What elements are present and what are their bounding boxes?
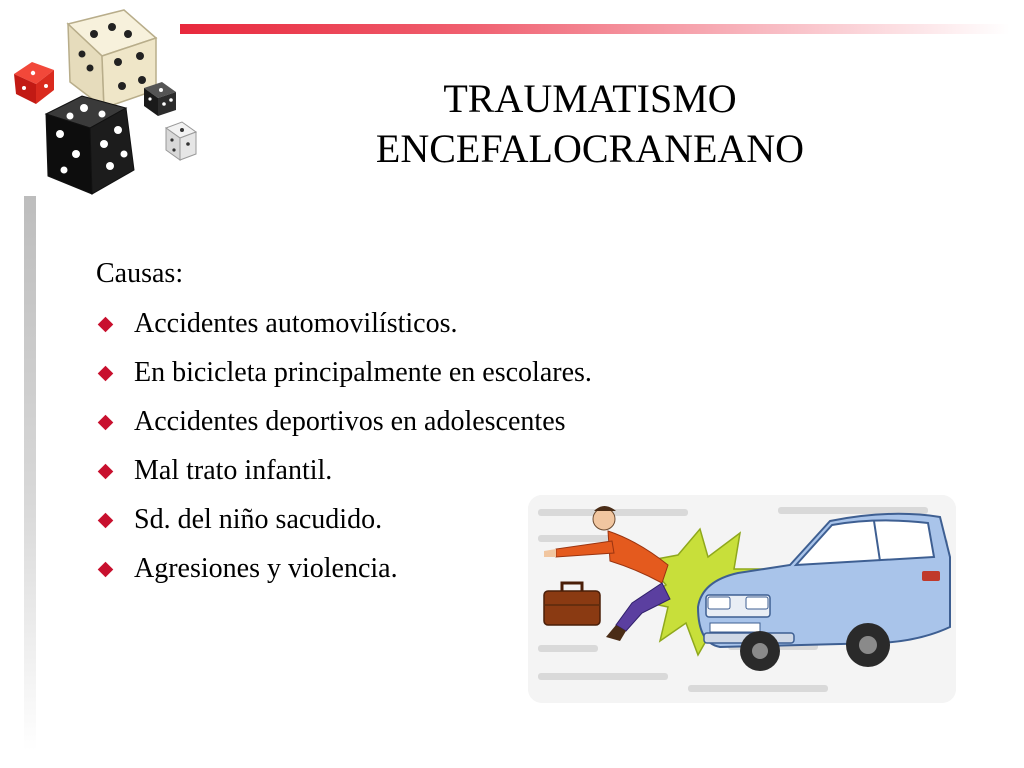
cream-die [68,10,156,108]
diamond-bullet-icon [98,464,114,480]
list-item [96,306,796,355]
diamond-bullet-icon [98,562,114,578]
dice-illustration [6,4,201,199]
left-accent-bar [24,196,36,751]
causes-heading: Causas: [96,258,184,289]
small-black-die [144,82,176,116]
title-line-1: TRAUMATISMO [443,76,737,121]
slide-title [300,74,880,174]
diamond-bullet-icon [98,513,114,529]
diamond-bullet-icon [98,366,114,382]
diamond-bullet-icon [98,415,114,431]
title-line-2: ENCEFALOCRANEANO [375,126,805,171]
list-item-text: Sd. del niño sacudido. [134,504,383,535]
red-die [14,62,54,104]
list-item-text: Accidentes automovilísticos. [134,308,458,339]
car-hitting-pedestrian-illustration [528,495,956,703]
list-item-text: Mal trato infantil. [134,455,333,486]
list-item [96,355,796,404]
list-item-text: Agresiones y violencia. [134,553,398,584]
list-item-text: En bicicleta principalmente en escolares. [134,357,592,388]
list-item [96,404,796,453]
big-black-die [46,96,134,194]
small-white-die [166,122,196,160]
top-accent-bar [180,24,1010,34]
list-item-text: Accidentes deportivos en adolescentes [134,406,566,437]
diamond-bullet-icon [98,317,114,333]
